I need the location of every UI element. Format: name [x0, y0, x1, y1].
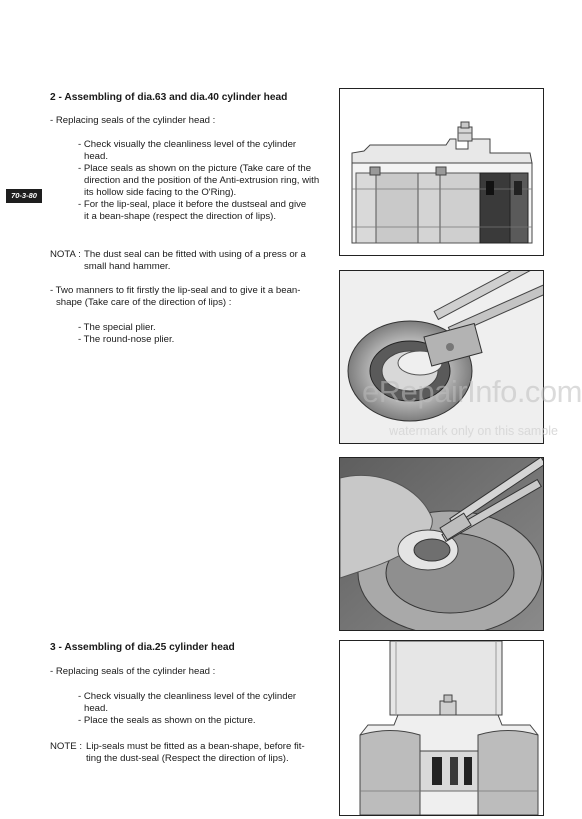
section-3-heading: 3 - Assembling of dia.25 cylinder head — [50, 642, 235, 653]
cylinder-head-seals-diagram — [339, 88, 544, 256]
section-2-step-line: it a bean-shape (respect the direction of lips). — [84, 211, 276, 222]
section-2-step-line: head. — [84, 151, 109, 162]
section-3-step-line: head. — [84, 703, 109, 714]
section-2-step-line: - Check visually the cleanliness level of the cylinder — [78, 139, 297, 150]
watermark-sub: watermark only on this sample — [389, 424, 558, 438]
section-2-step-line: direction and the position of the Anti-extrusion ring, with — [84, 175, 320, 186]
manners-text: shape (Take care of the direction of lips) : — [56, 297, 232, 308]
section-2-step-line: its hollow side facing to the O'Ring). — [84, 187, 237, 198]
section-2-intro: - Replacing seals of the cylinder head : — [50, 115, 216, 126]
watermark-main: eRepairInfo.com — [362, 374, 582, 409]
nota-text: The dust seal can be fitted with using of a press or a — [84, 249, 306, 260]
round-nose-plier-photo — [339, 457, 544, 631]
section-3-step-line: - Check visually the cleanliness level of the cylinder — [78, 691, 297, 702]
section-2-step-line: - Place seals as shown on the picture (Take care of the — [78, 163, 312, 174]
note-label: NOTE : — [50, 741, 82, 752]
section-2-heading: 2 - Assembling of dia.63 and dia.40 cylinder head — [50, 92, 288, 103]
manners-text: - Two manners to fit firstly the lip-seal and to give it a bean- — [50, 285, 301, 296]
tool-item: - The round-nose plier. — [78, 334, 175, 345]
page-number-tag: 70-3-80 — [6, 189, 42, 203]
section-3-intro: - Replacing seals of the cylinder head : — [50, 666, 216, 677]
note-text: ting the dust-seal (Respect the direction of lips). — [86, 753, 289, 764]
tool-item: - The special plier. — [78, 322, 156, 333]
nota-text: small hand hammer. — [84, 261, 171, 272]
section-3-step-line: - Place the seals as shown on the picture. — [78, 715, 256, 726]
note-text: Lip-seals must be fitted as a bean-shape, before fit- — [86, 741, 305, 752]
nota-label: NOTA : — [50, 249, 81, 260]
dia25-cylinder-head-diagram — [339, 640, 544, 816]
special-plier-photo — [339, 270, 544, 444]
section-2-step-line: - For the lip-seal, place it before the dustseal and give — [78, 199, 307, 210]
